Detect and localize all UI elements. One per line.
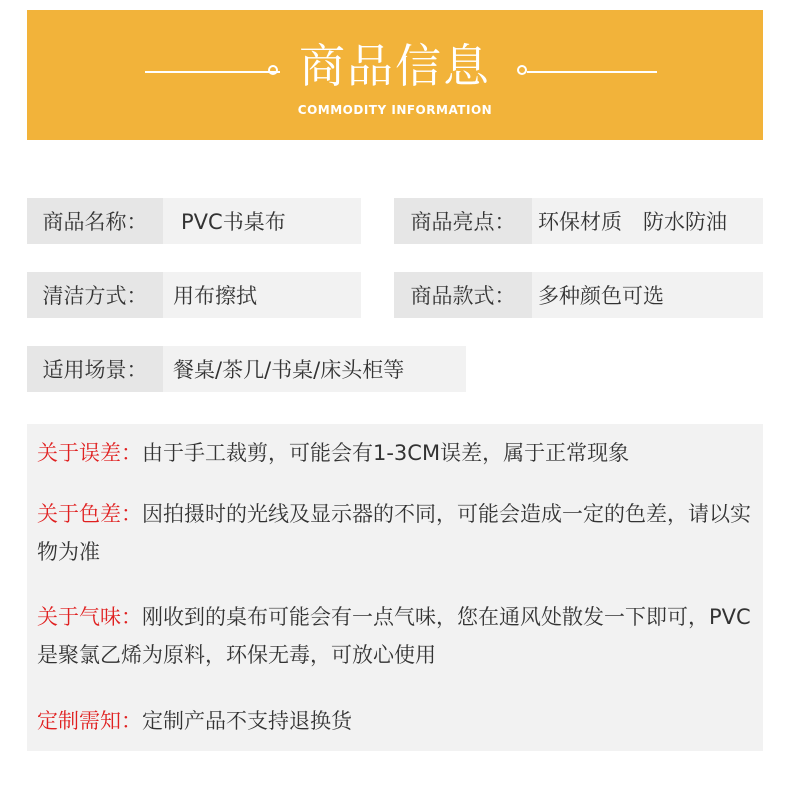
spec-value: PVC书桌布 [163, 198, 361, 244]
spec-value: 环保材质 防水防油 [532, 198, 763, 244]
spec-value: 餐桌/茶几/书桌/床头柜等 [163, 346, 466, 392]
spec-label: 适用场景： [27, 346, 163, 392]
note-label: 关于误差： [37, 441, 142, 465]
banner-divider-right [527, 71, 657, 73]
spec-cleaning [27, 272, 361, 318]
note-error [37, 434, 759, 472]
spec-style [394, 272, 763, 318]
note-text: 因拍摄时的光线及显示器的不同，可能会造成一定的色差，请以实物为准 [37, 502, 751, 564]
spec-usage [27, 346, 466, 392]
spec-label: 商品名称： [27, 198, 163, 244]
banner-dot-right [517, 65, 527, 75]
spec-value: 用布擦拭 [163, 272, 361, 318]
note-text: 刚收到的桌布可能会有一点气味，您在通风处散发一下即可，PVC是聚氯乙烯为原料，环保无毒，可放心使用 [37, 605, 751, 667]
banner-title: 商品信息 [299, 39, 491, 93]
note-custom [37, 702, 759, 740]
notes-panel [27, 424, 763, 751]
note-text: 定制产品不支持退换货 [142, 709, 352, 733]
note-label: 关于色差： [37, 502, 142, 526]
note-label: 定制需知： [37, 709, 142, 733]
header-banner [27, 10, 763, 140]
note-text: 由于手工裁剪，可能会有1-3CM误差，属于正常现象 [142, 441, 630, 465]
note-label: 关于气味： [37, 605, 142, 629]
note-smell [37, 598, 759, 674]
spec-product-name [27, 198, 361, 244]
spec-label: 商品款式： [394, 272, 532, 318]
spec-label: 清洁方式： [27, 272, 163, 318]
banner-subtitle: COMMODITY INFORMATION [297, 103, 493, 117]
spec-value: 多种颜色可选 [532, 272, 763, 318]
spec-label: 商品亮点： [394, 198, 532, 244]
spec-highlights [394, 198, 763, 244]
note-color [37, 495, 759, 571]
